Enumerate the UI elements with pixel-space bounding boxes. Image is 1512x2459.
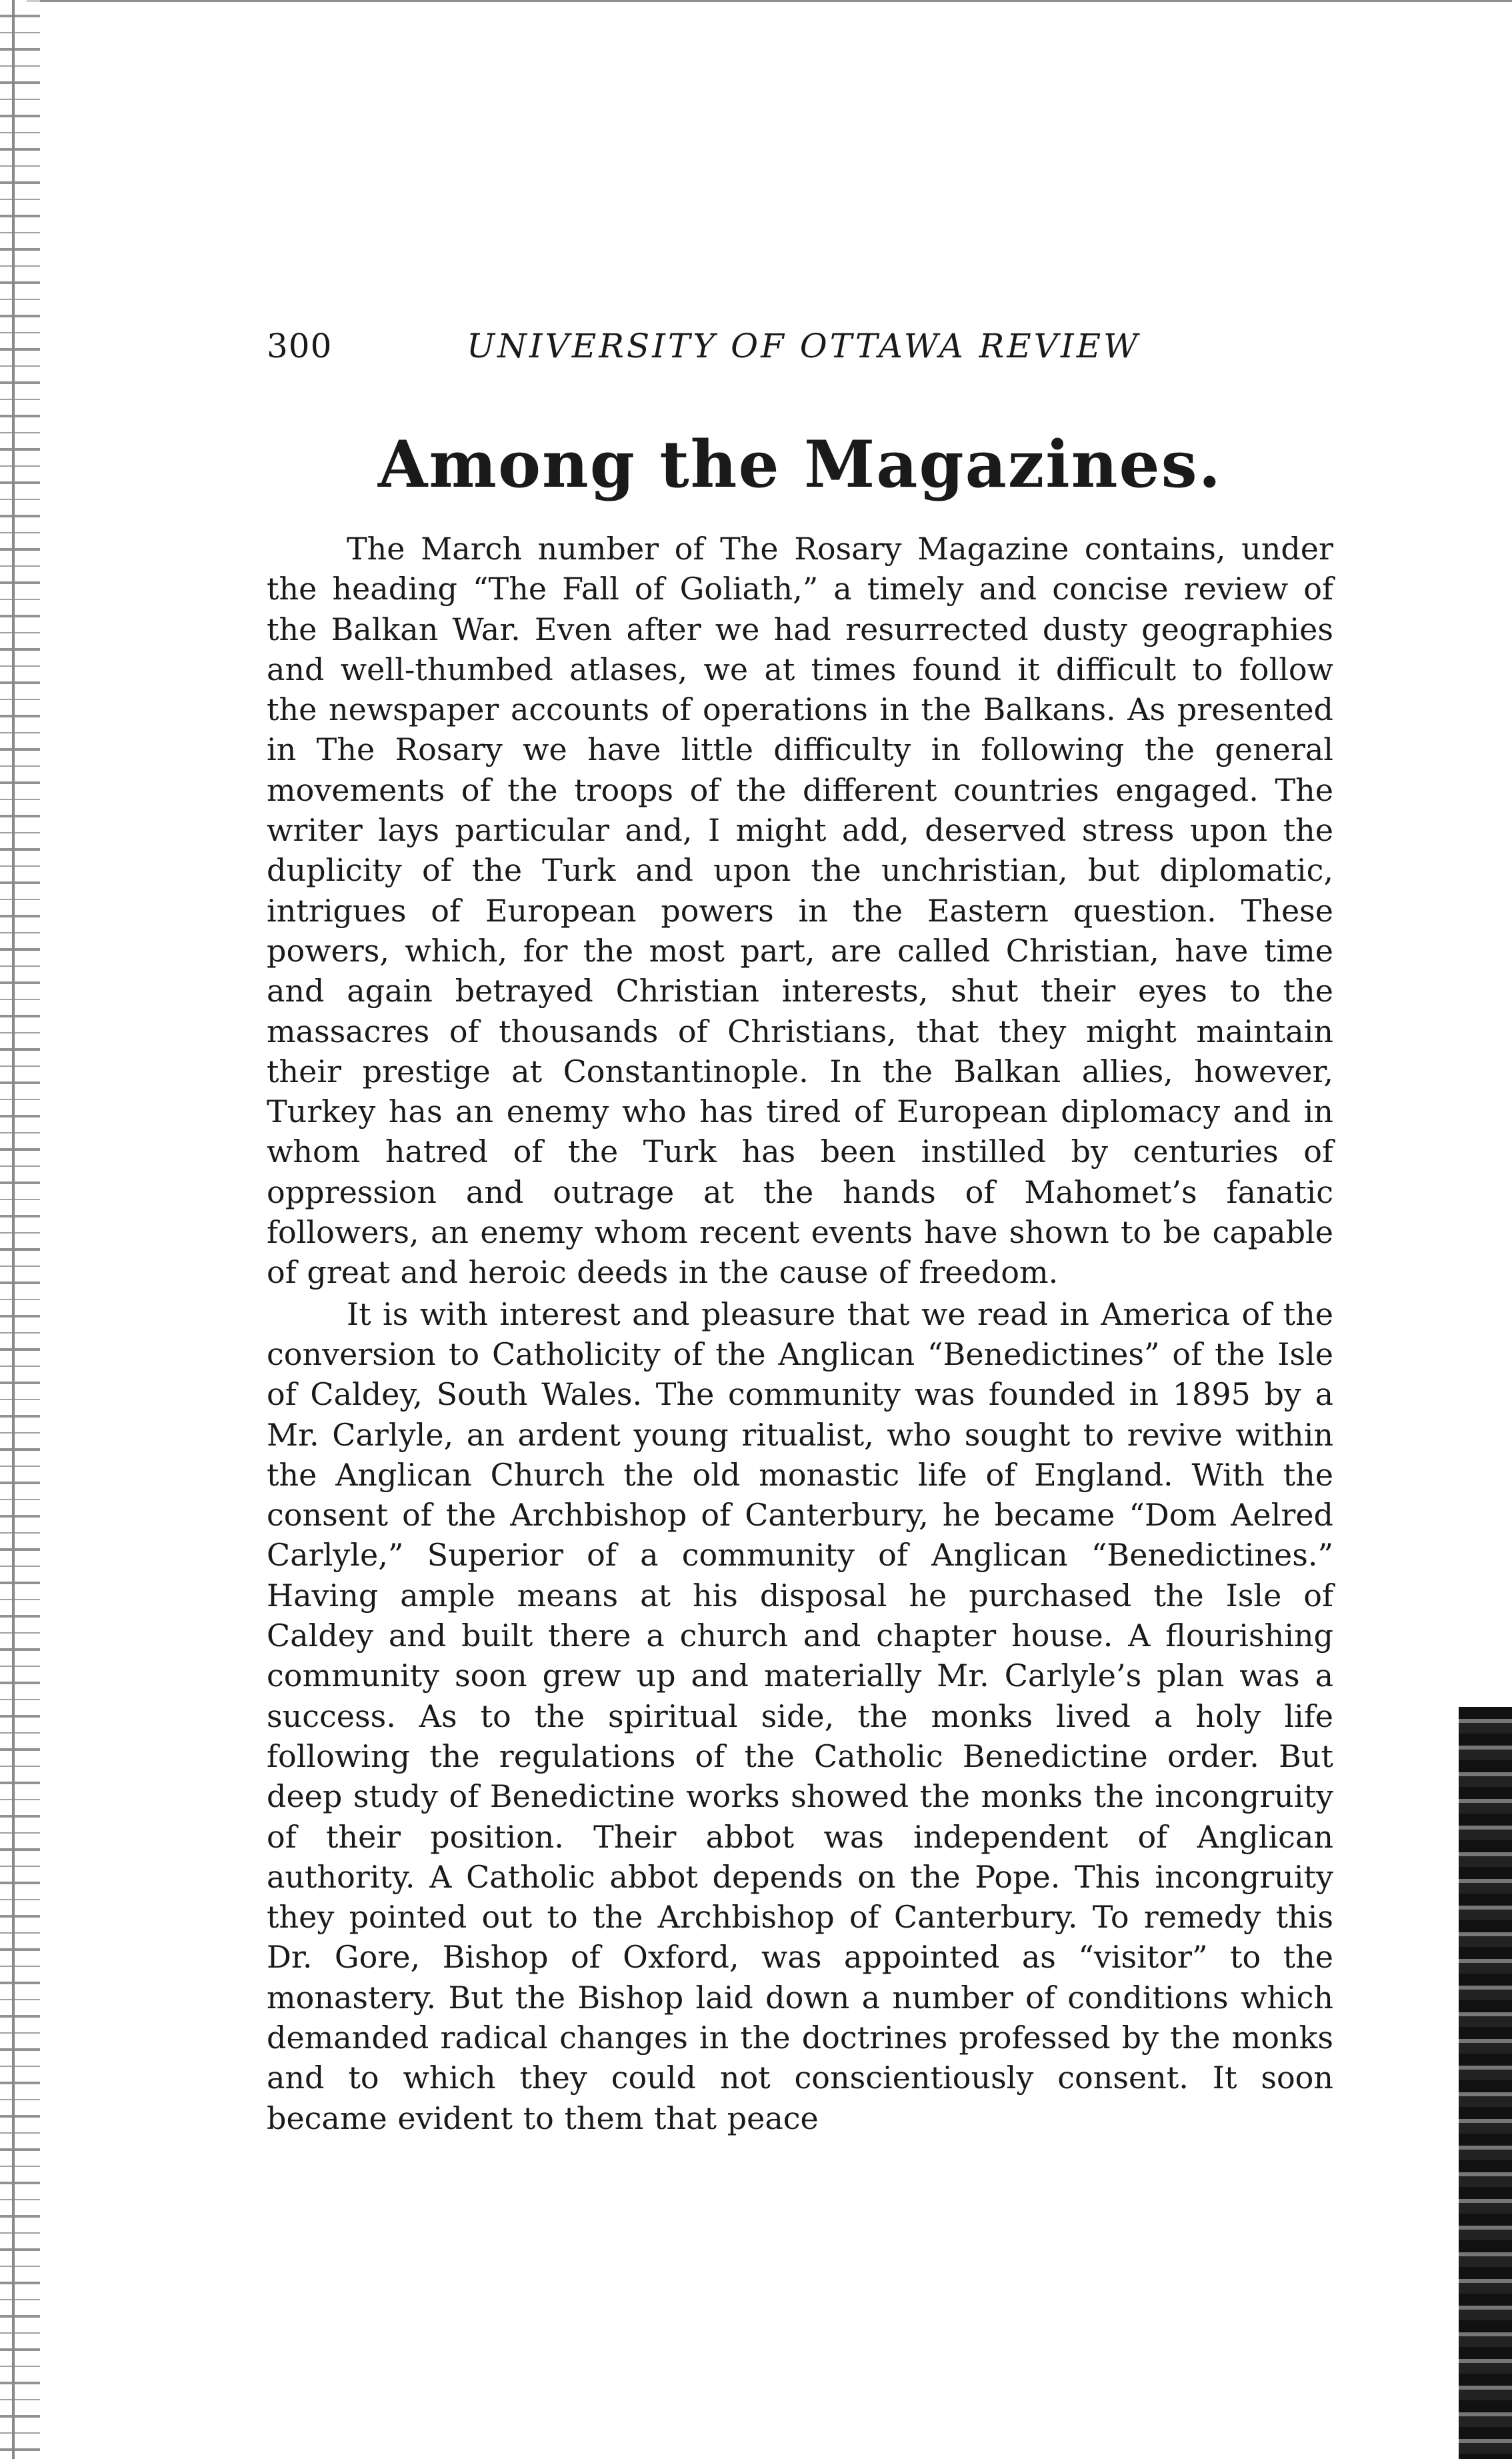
running-head xyxy=(267,327,1333,380)
scan-edge-left xyxy=(0,0,40,2459)
scan-edge-right xyxy=(1459,1707,1512,2459)
article-body xyxy=(267,529,1333,2138)
page xyxy=(267,327,1333,2138)
section-title: Among the Magazines. xyxy=(377,427,1223,502)
page-number: 300 xyxy=(267,327,333,365)
paragraph: The March number of The Rosary Magazine contains, under the heading “The Fall of Goliath,” a timely and concise review of the Balkan War. Even after we had resurrected dusty geographies and well-thumbed atlases, we at times found it difficult to follow the newspaper accounts of operations in the Balkans. As presented in The Rosary we have little difficulty in following the general movements of the troops of the different countries engaged. The writer lays particular and, I might add, deserved stress upon the duplicity of the Turk and upon the unchristian, but diplomatic, intrigues of European powers in the Eastern question. These powers, which, for the most part, are called Christian, have time and again betrayed Christian interests, shut their eyes to the massacres of thousands of Christians, that they might maintain their prestige at Constantinople. In the Balkan allies, however, Turkey has an enemy who has tired of European diplomacy and in whom hatred of the Turk has been instilled by centuries of oppression and outrage at the hands of Mahomet’s fanatic followers, an enemy whom recent events have shown to be capable of great and heroic deeds in the cause of freedom. xyxy=(267,531,1333,1291)
paragraph: It is with interest and pleasure that we read in America of the conversion to Catholicity of the Anglican “Benedictines” of the Isle of Caldey, South Wales. The community was founded in 1895 by a Mr. Carlyle, an ardent young ritualist, who sought to revive within the Anglican Church the old monastic life of England. With the consent of the Archbishop of Canterbury, he became “Dom Aelred Carlyle,” Superior of a community of Anglican “Benedictines.” Having ample means at his disposal he purchased the Isle of Caldey and built there a church and chapter house. A flourishing community soon grew up and materially Mr. Carlyle’s plan was a success. As to the spiritual side, the monks lived a holy life following the regulations of the Catholic Benedictine order. But deep study of Benedictine works showed the monks the incongruity of their position. Their abbot was independent of Anglican authority. A Catholic abbot depends on the Pope. This incongruity they pointed out to the Archbishop of Canterbury. To remedy this Dr. Gore, Bishop of Oxford, was appointed as “visitor” to the monastery. But the Bishop laid down a number of conditions which demanded radical changes in the doctrines professed by the monks and to which they could not conscientiously consent. It soon became evident to them that peace xyxy=(267,1296,1333,2136)
scan-edge-top xyxy=(27,0,1512,7)
journal-title: UNIVERSITY OF OTTAWA REVIEW xyxy=(467,327,1141,365)
